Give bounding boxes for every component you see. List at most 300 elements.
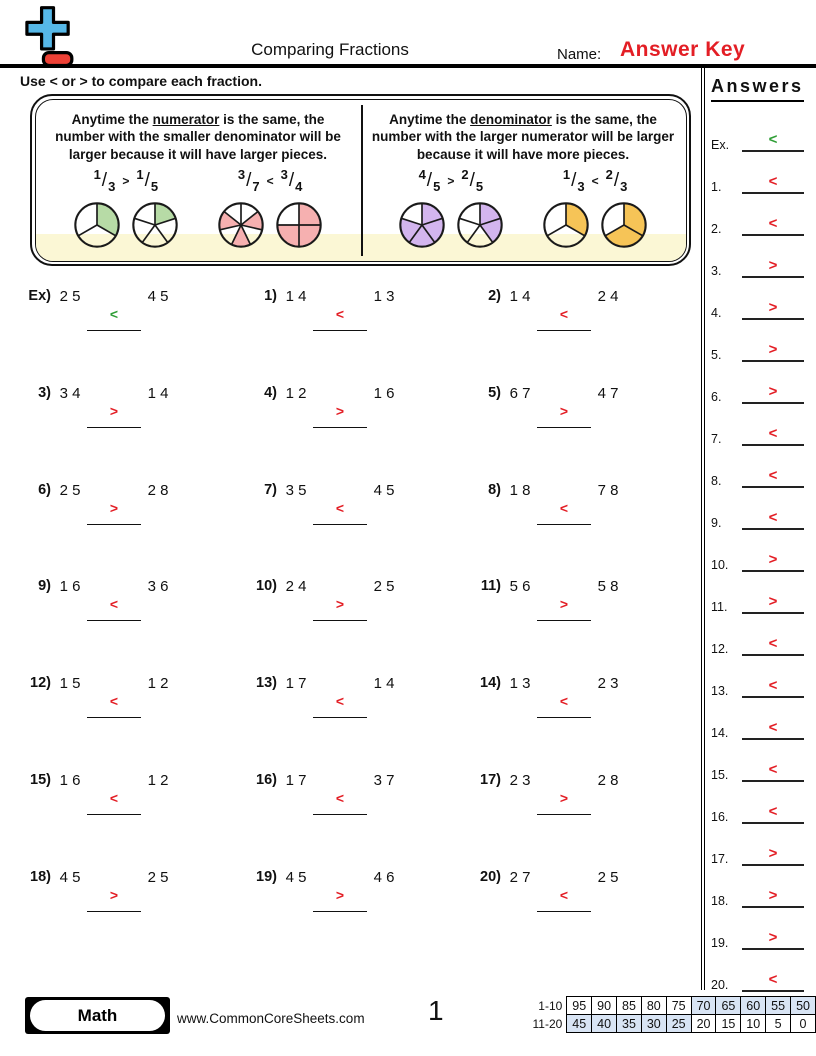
fraction-numerator: 4: [59, 868, 68, 886]
answer-item: [711, 530, 816, 572]
fraction-denominator: 6: [160, 578, 169, 596]
fraction-denominator: 7: [298, 771, 307, 789]
fraction-right: [146, 482, 170, 500]
fraction-denominator: 4: [160, 384, 169, 402]
answer-item-label: 18.: [711, 894, 729, 908]
fraction-denominator: 8: [610, 771, 619, 789]
answer-blank: [313, 578, 367, 621]
score-range-label: 1-10: [538, 998, 563, 1013]
fraction-right: [372, 772, 396, 790]
pie-chart: [274, 200, 324, 250]
answer-blank: [742, 664, 804, 698]
pie-charts: [216, 200, 324, 250]
fraction-right: [605, 167, 628, 195]
fraction-left: [237, 167, 260, 195]
fraction-denominator: 8: [610, 481, 619, 499]
score-cell: 40: [592, 1015, 617, 1033]
fraction-numerator: 2: [509, 771, 518, 789]
answer-symbol: <: [768, 131, 778, 148]
answer-symbol: <: [768, 719, 778, 736]
answer-item: [711, 908, 816, 950]
hint-example-fractions: [216, 167, 324, 195]
fraction-right: [596, 869, 620, 887]
answer-item-label: 15.: [711, 768, 729, 782]
answer-blank: [87, 578, 141, 621]
answer-symbol: <: [768, 425, 778, 442]
problem-label: 5): [488, 384, 501, 401]
fraction-numerator: 2: [597, 675, 606, 693]
answer-symbol: >: [768, 341, 778, 358]
score-cell: 0: [791, 1015, 816, 1033]
fraction-left: [58, 482, 82, 500]
hint-example-fractions: [541, 167, 649, 195]
problem-label: 12): [30, 675, 51, 692]
fraction-left: [508, 578, 532, 596]
answer-symbol: <: [768, 803, 778, 820]
fraction-denominator: 5: [298, 481, 307, 499]
score-cell: 30: [641, 1015, 666, 1033]
fraction-right: [280, 167, 303, 195]
fraction-numerator: 1: [147, 771, 156, 789]
hint-left: [36, 100, 361, 261]
fraction-left: [284, 482, 308, 500]
comparison-symbol: <: [591, 173, 599, 188]
answers-title: Answers: [711, 76, 804, 102]
fraction-right: [136, 167, 159, 195]
hint-left-examples: [36, 167, 361, 250]
answer-blank: [87, 482, 141, 525]
fraction-denominator: 5: [72, 481, 81, 499]
problem: [246, 281, 470, 378]
score-cell: 5: [766, 1015, 791, 1033]
answer-blank: [313, 675, 367, 718]
fraction-numerator: 2: [597, 771, 606, 789]
problem-label: 10): [256, 578, 277, 595]
fraction-numerator: 6: [509, 384, 518, 402]
page-number: 1: [428, 995, 444, 1026]
fraction-numerator: 1: [373, 675, 382, 693]
fraction-slash: /: [101, 170, 108, 192]
pie-charts: [541, 200, 649, 250]
problem: [246, 571, 470, 668]
answer-symbol: >: [768, 383, 778, 400]
fraction-numerator: 4: [285, 868, 294, 886]
pie-charts: [72, 200, 180, 250]
problem: [246, 862, 470, 959]
answers-panel: [701, 68, 816, 990]
fraction-numerator: 1: [373, 288, 382, 305]
answer-item-label: 17.: [711, 852, 729, 866]
fraction-left: [58, 675, 82, 693]
answer-item: [711, 656, 816, 698]
fraction-numerator: 2: [461, 167, 469, 183]
fraction-denominator: 3: [108, 179, 116, 195]
problem-label: 6): [38, 481, 51, 498]
answer-item: [711, 488, 816, 530]
fraction-denominator: 3: [522, 771, 531, 789]
fraction-right: [372, 675, 396, 693]
answer-symbol: >: [559, 789, 569, 806]
plus-minus-logo: [20, 4, 76, 70]
fraction-left: [508, 385, 532, 403]
fraction-numerator: 3: [59, 384, 68, 402]
problem-label: 20): [480, 868, 501, 885]
answer-item-label: 11.: [711, 600, 728, 614]
problem-label: Ex): [28, 288, 51, 304]
fraction-numerator: 2: [147, 868, 156, 886]
answer-item: [711, 572, 816, 614]
answer-blank: [87, 772, 141, 815]
fraction-denominator: 6: [72, 578, 81, 596]
answer-symbol: <: [335, 306, 345, 322]
fraction-denominator: 7: [252, 179, 260, 195]
score-cell: 70: [691, 997, 716, 1015]
fraction-left: [284, 869, 308, 887]
problem-label: 1): [264, 288, 277, 304]
fraction-right: [596, 288, 620, 306]
answer-blank: [537, 675, 591, 718]
fraction-right: [596, 675, 620, 693]
fraction-denominator: 5: [298, 868, 307, 886]
fraction-numerator: 2: [59, 481, 68, 499]
problem-label: 14): [480, 675, 501, 692]
fraction-numerator: 2: [509, 868, 518, 886]
score-cell: 10: [741, 1015, 766, 1033]
fraction-denominator: 7: [386, 771, 395, 789]
fraction-right: [461, 167, 484, 195]
answer-item: [711, 278, 816, 320]
fraction-numerator: 1: [147, 384, 156, 402]
answer-item: [711, 362, 816, 404]
answer-symbol: <: [335, 693, 345, 710]
hint-right-text: Anytime the denominator is the same, the number with the larger numerator will be larger because it will have more pieces.: [371, 111, 675, 163]
score-cell: 45: [567, 1015, 592, 1033]
fraction-numerator: 4: [418, 167, 426, 183]
hint-example-fractions: [72, 167, 180, 195]
answer-blank: [87, 869, 141, 912]
fraction-left: [508, 869, 532, 887]
answer-item: [711, 698, 816, 740]
fraction-numerator: 2: [597, 288, 606, 305]
fraction-right: [596, 578, 620, 596]
fraction-denominator: 3: [522, 675, 531, 693]
fraction-denominator: 3: [577, 179, 585, 195]
fraction-right: [146, 578, 170, 596]
problem-label: 9): [38, 578, 51, 595]
fraction-denominator: 4: [610, 288, 619, 305]
answer-blank: [537, 772, 591, 815]
fraction-denominator: 5: [386, 481, 395, 499]
fraction-left: [58, 578, 82, 596]
fraction-left: [284, 772, 308, 790]
fraction-numerator: 5: [509, 578, 518, 596]
answer-symbol: <: [768, 215, 778, 232]
answer-item: [711, 320, 816, 362]
comparison-symbol: >: [447, 173, 455, 188]
problem: [20, 862, 246, 959]
answer-item: [711, 782, 816, 824]
problem: [470, 378, 698, 475]
hint-divider: [361, 105, 364, 256]
answer-symbol: >: [559, 402, 569, 419]
answer-item: [711, 614, 816, 656]
fraction-denominator: 2: [298, 384, 307, 402]
fraction-right: [372, 578, 396, 596]
answer-symbol: <: [335, 789, 345, 806]
fraction-numerator: 2: [373, 578, 382, 596]
answer-item-label: 10.: [711, 558, 729, 572]
problem: [470, 475, 698, 572]
fraction-left: [418, 167, 441, 195]
answer-blank: [742, 874, 804, 908]
problem-label: 3): [38, 384, 51, 401]
problem: [470, 862, 698, 959]
problem: [470, 571, 698, 668]
hint-example: [72, 167, 180, 250]
answer-symbol: >: [559, 596, 569, 613]
fraction-denominator: 5: [475, 179, 484, 195]
answer-symbol: >: [768, 887, 778, 904]
answer-blank: [742, 160, 804, 194]
problem: [20, 281, 246, 378]
fraction-denominator: 8: [522, 481, 531, 499]
fraction-denominator: 5: [433, 179, 441, 195]
fraction-left: [58, 385, 82, 403]
fraction-denominator: 3: [620, 179, 628, 195]
score-cell: 90: [592, 997, 617, 1015]
problem: [246, 475, 470, 572]
answer-blank: [537, 578, 591, 621]
fraction-left: [58, 288, 82, 306]
score-cell: 35: [617, 1015, 642, 1033]
answer-key-text: Answer Key: [620, 38, 746, 61]
pie-chart: [541, 200, 591, 250]
answer-symbol: >: [768, 299, 778, 316]
fraction-numerator: 1: [59, 771, 68, 789]
fraction-numerator: 5: [597, 578, 606, 596]
score-cell: 50: [791, 997, 816, 1015]
answer-item-label: 20.: [711, 978, 729, 992]
instruction-text: Use < or > to compare each fraction.: [20, 73, 262, 89]
fraction-numerator: 4: [147, 288, 156, 305]
fraction-denominator: 4: [298, 288, 307, 305]
fraction-denominator: 4: [522, 288, 531, 305]
fraction-numerator: 7: [597, 481, 606, 499]
score-range-label: 11-20: [532, 1016, 563, 1031]
pie-chart: [72, 200, 122, 250]
answer-symbol: <: [768, 173, 778, 190]
fraction-right: [146, 385, 170, 403]
fraction-left: [508, 772, 532, 790]
problem: [470, 765, 698, 862]
fraction-numerator: 1: [285, 288, 294, 305]
answer-item: [711, 236, 816, 278]
score-table: [527, 996, 816, 1033]
problem-label: 13): [256, 675, 277, 692]
problem-label: 19): [256, 868, 277, 885]
fraction-numerator: 1: [285, 771, 294, 789]
fraction-right: [372, 385, 396, 403]
problem-label: 8): [488, 481, 501, 498]
score-row: [527, 997, 816, 1015]
fraction-denominator: 4: [72, 384, 81, 402]
score-cell: 15: [716, 1015, 741, 1033]
answer-symbol: >: [768, 845, 778, 862]
answer-symbol: >: [335, 886, 345, 903]
fraction-left: [58, 772, 82, 790]
fraction-numerator: 1: [562, 167, 571, 183]
fraction-numerator: 1: [136, 167, 144, 183]
answer-symbol: <: [768, 677, 778, 694]
answer-item-label: 19.: [711, 936, 729, 950]
fraction-right: [596, 772, 620, 790]
answer-symbol: >: [768, 593, 778, 610]
fraction-right: [372, 482, 396, 500]
answer-symbol: <: [109, 306, 119, 322]
answer-blank: [313, 482, 367, 525]
problem-label: 15): [30, 771, 51, 788]
answer-item-label: 13.: [711, 684, 729, 698]
fraction-right: [372, 288, 396, 306]
answer-blank: [742, 118, 804, 152]
pie-chart: [455, 200, 505, 250]
fraction-numerator: 3: [373, 771, 382, 789]
fraction-denominator: 5: [386, 578, 395, 596]
score-cell: 80: [641, 997, 666, 1015]
answer-item-label: 8.: [711, 474, 722, 488]
fraction-numerator: 4: [373, 868, 382, 886]
score-row: [527, 1015, 816, 1033]
answer-blank: [742, 454, 804, 488]
answer-blank: [87, 675, 141, 718]
answer-blank: [742, 622, 804, 656]
problem-label: 16): [256, 771, 277, 788]
answer-symbol: >: [768, 929, 778, 946]
fraction-left: [58, 869, 82, 887]
problem: [470, 668, 698, 765]
answer-symbol: <: [768, 971, 778, 988]
fraction-numerator: 2: [147, 481, 156, 499]
site-url: www.CommonCoreSheets.com: [177, 1011, 365, 1026]
fraction-numerator: 1: [509, 481, 518, 499]
answer-symbol: <: [559, 499, 569, 516]
answer-item-label: 16.: [711, 810, 729, 824]
fraction-right: [596, 385, 620, 403]
answer-symbol: >: [768, 551, 778, 568]
fraction-denominator: 4: [295, 179, 303, 195]
hint-example: [216, 167, 324, 250]
pie-chart: [130, 200, 180, 250]
hint-right-examples: [361, 167, 686, 250]
answers-list: [711, 110, 816, 992]
pie-chart: [216, 200, 266, 250]
answer-blank: [537, 482, 591, 525]
answer-blank: [313, 385, 367, 428]
problem-label: 18): [30, 868, 51, 885]
answer-symbol: <: [335, 499, 345, 516]
fraction-numerator: 2: [605, 167, 613, 183]
hint-left-text: Anytime the numerator is the same, the number with the smaller denominator will be larger because it will have larger pieces.: [55, 111, 341, 163]
problem: [246, 765, 470, 862]
fraction-slash: /: [144, 170, 150, 192]
answer-blank: [537, 385, 591, 428]
fraction-numerator: 1: [509, 288, 518, 305]
fraction-right: [146, 675, 170, 693]
answer-blank: [742, 916, 804, 950]
fraction-denominator: 2: [160, 771, 169, 789]
answer-symbol: <: [768, 509, 778, 526]
answer-blank: [742, 790, 804, 824]
fraction-numerator: 3: [237, 167, 246, 183]
hint-box-inner: [35, 99, 687, 262]
fraction-numerator: 2: [597, 868, 606, 886]
answer-item-label: Ex.: [711, 138, 730, 152]
score-cell: 95: [567, 997, 592, 1015]
fraction-slash: /: [288, 170, 295, 192]
answer-item: [711, 194, 816, 236]
header-rule: [0, 64, 816, 68]
score-cell: 65: [716, 997, 741, 1015]
fraction-left: [284, 385, 308, 403]
fraction-slash: /: [469, 170, 475, 192]
fraction-denominator: 7: [610, 384, 619, 402]
hint-right: [361, 100, 686, 261]
fraction-left: [93, 167, 116, 195]
fraction-numerator: 1: [285, 384, 294, 402]
subject-badge-label: Math: [30, 1000, 165, 1031]
problems-grid: [20, 281, 698, 959]
answer-item-label: 7.: [711, 432, 722, 446]
fraction-slash: /: [426, 170, 433, 192]
answer-symbol: <: [109, 693, 119, 710]
answer-blank: [742, 496, 804, 530]
fraction-left: [284, 675, 308, 693]
answer-item: [711, 446, 816, 488]
fraction-numerator: 1: [509, 675, 518, 693]
answer-blank: [87, 288, 141, 331]
answer-symbol: >: [335, 596, 345, 613]
fraction-denominator: 5: [610, 868, 619, 886]
answer-blank: [742, 202, 804, 236]
answer-symbol: <: [109, 596, 119, 613]
fraction-right: [146, 772, 170, 790]
fraction-numerator: 4: [373, 481, 382, 499]
answer-item-label: 3.: [711, 264, 722, 278]
problem: [20, 378, 246, 475]
name-label: Name:: [557, 46, 602, 63]
answer-symbol: >: [335, 402, 345, 419]
answer-symbol: <: [559, 693, 569, 710]
fraction-denominator: 7: [298, 675, 307, 693]
answer-item: [711, 824, 816, 866]
score-cell: 25: [666, 1015, 691, 1033]
fraction-numerator: 1: [147, 675, 156, 693]
answer-item: [711, 404, 816, 446]
answer-symbol: <: [109, 789, 119, 806]
fraction-left: [508, 675, 532, 693]
fraction-denominator: 5: [160, 288, 169, 305]
answer-symbol: <: [768, 467, 778, 484]
pie-chart: [397, 200, 447, 250]
fraction-numerator: 4: [597, 384, 606, 402]
answer-item-label: 1.: [711, 180, 722, 194]
answer-blank: [742, 328, 804, 362]
answer-symbol: >: [109, 402, 119, 419]
score-cell: 55: [766, 997, 791, 1015]
fraction-denominator: 8: [610, 578, 619, 596]
fraction-denominator: 3: [610, 675, 619, 693]
answer-blank: [742, 244, 804, 278]
